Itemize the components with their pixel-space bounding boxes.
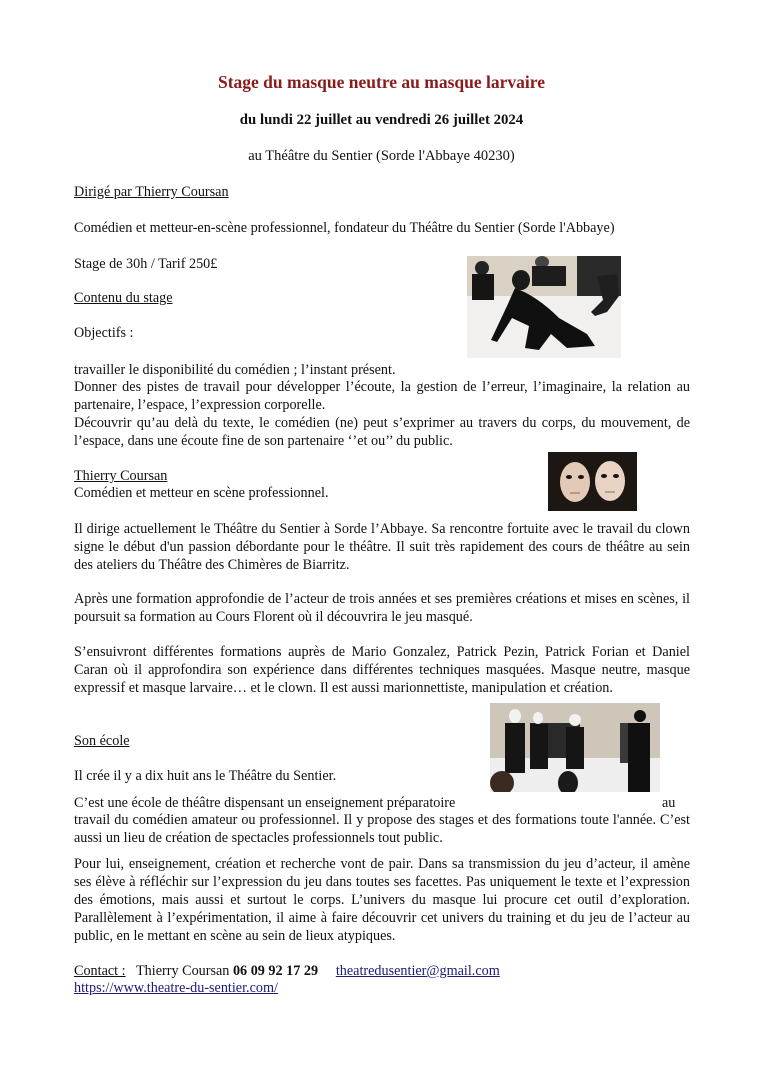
objectives-label: Objectifs : bbox=[74, 325, 134, 341]
stage-photo-image bbox=[490, 703, 660, 792]
school-paragraph-3: Pour lui, enseignement, création et recherche vont de pair. Dans sa transmission du jeu d’acteur, il amène ses élève à réfléchir sur l’expression du jeu dans toutes ses facettes. Pas uniquement le texte et l’expression des émotions, mais aussi et surtout le corps. L’univers du masque lui procure cet outil d’exploration. Parallèlement à l’expérimentation, il aime à faire découvrir cet univers du training et du jeu de l’acteur au public, en le mettant en scène au sein de lieux atypiques. bbox=[74, 856, 690, 944]
directed-by-heading: Dirigé par Thierry Coursan bbox=[74, 184, 229, 200]
bio-paragraph-2: Après une formation approfondie de l’acteur de trois années et ses premières créations et mises en scènes, il poursuit sa formation au Cours Florent où il découvrira le jeu masqué. bbox=[74, 591, 690, 625]
duration-price: Stage de 30h / Tarif 250£ bbox=[74, 256, 218, 272]
bio-name-heading: Thierry Coursan bbox=[74, 468, 168, 484]
contact-line bbox=[74, 962, 500, 980]
school-paragraph-2-rest: travail du comédien amateur ou professionnel. Il y propose des stages et des formations toute l'année. C’est aussi un lieu de création de spectacles professionnels tout public. bbox=[74, 812, 690, 846]
content-heading: Contenu du stage bbox=[74, 290, 173, 306]
page-title: Stage du masque neutre au masque larvaire bbox=[217, 72, 545, 92]
objective-line-3: Découvrir qu’au delà du texte, le comédien (ne) peut s’exprimer au travers du corps, du mouvement, de l’espace, dans une écoute fine de son partenaire ‘’et ou’’ du public. bbox=[74, 415, 690, 449]
workshop-photo bbox=[467, 256, 621, 358]
bio-paragraph-3: S’ensuivront différentes formations auprès de Mario Gonzalez, Patrick Pezin, Patrick Forian et Daniel Caran où il approfondira son expérience dans différentes techniques masquées. Masque neutre, masque expressif et masque larvaire… et le clown. Il est aussi marionnettiste, manipulation et création. bbox=[74, 644, 690, 696]
objective-line-2: Donner des pistes de travail pour développer l’écoute, la gestion de l’erreur, l’imaginaire, la relation au partenaire, l’espace, l’expression corporelle. bbox=[74, 379, 690, 413]
masks-photo bbox=[548, 452, 637, 511]
bio-role: Comédien et metteur en scène professionnel. bbox=[74, 485, 329, 501]
school-paragraph-2-end: au bbox=[662, 795, 676, 811]
school-heading: Son école bbox=[74, 733, 130, 749]
masks-photo-image bbox=[548, 452, 637, 511]
website-link[interactable]: https://www.theatre-du-sentier.com/ bbox=[74, 980, 278, 996]
workshop-photo-image bbox=[467, 256, 621, 358]
workshop-dates: du lundi 22 juillet au vendredi 26 juillet 2024 bbox=[239, 112, 524, 128]
stage-photo bbox=[490, 703, 660, 792]
website-line bbox=[74, 979, 278, 997]
bio-paragraph-1: Il dirige actuellement le Théâtre du Sentier à Sorde l’Abbaye. Sa rencontre fortuite avec le travail du clown signe le début d'un passion débordante pour le théâtre. Il suit très rapidement des cours de théâtre au sein des ateliers du Théâtre des Chimères de Biarritz. bbox=[74, 521, 690, 573]
school-paragraph-1: Il crée il y a dix huit ans le Théâtre du Sentier. bbox=[74, 768, 337, 784]
director-description: Comédien et metteur-en-scène professionnel, fondateur du Théâtre du Sentier (Sorde l'Abbaye) bbox=[74, 220, 615, 236]
contact-phone: 06 09 92 17 29 bbox=[232, 963, 319, 979]
workshop-location: au Théâtre du Sentier (Sorde l'Abbaye 40230) bbox=[248, 148, 515, 164]
contact-email-link[interactable]: theatredusentier@gmail.com bbox=[335, 963, 500, 979]
contact-label: Contact : bbox=[74, 963, 126, 979]
school-paragraph-2-start: C’est une école de théâtre dispensant un enseignement préparatoire bbox=[74, 795, 456, 811]
objective-line-1: travailler le disponibilité du comédien ; l’instant présent. bbox=[74, 362, 396, 378]
contact-name: Thierry Coursan bbox=[136, 963, 230, 979]
